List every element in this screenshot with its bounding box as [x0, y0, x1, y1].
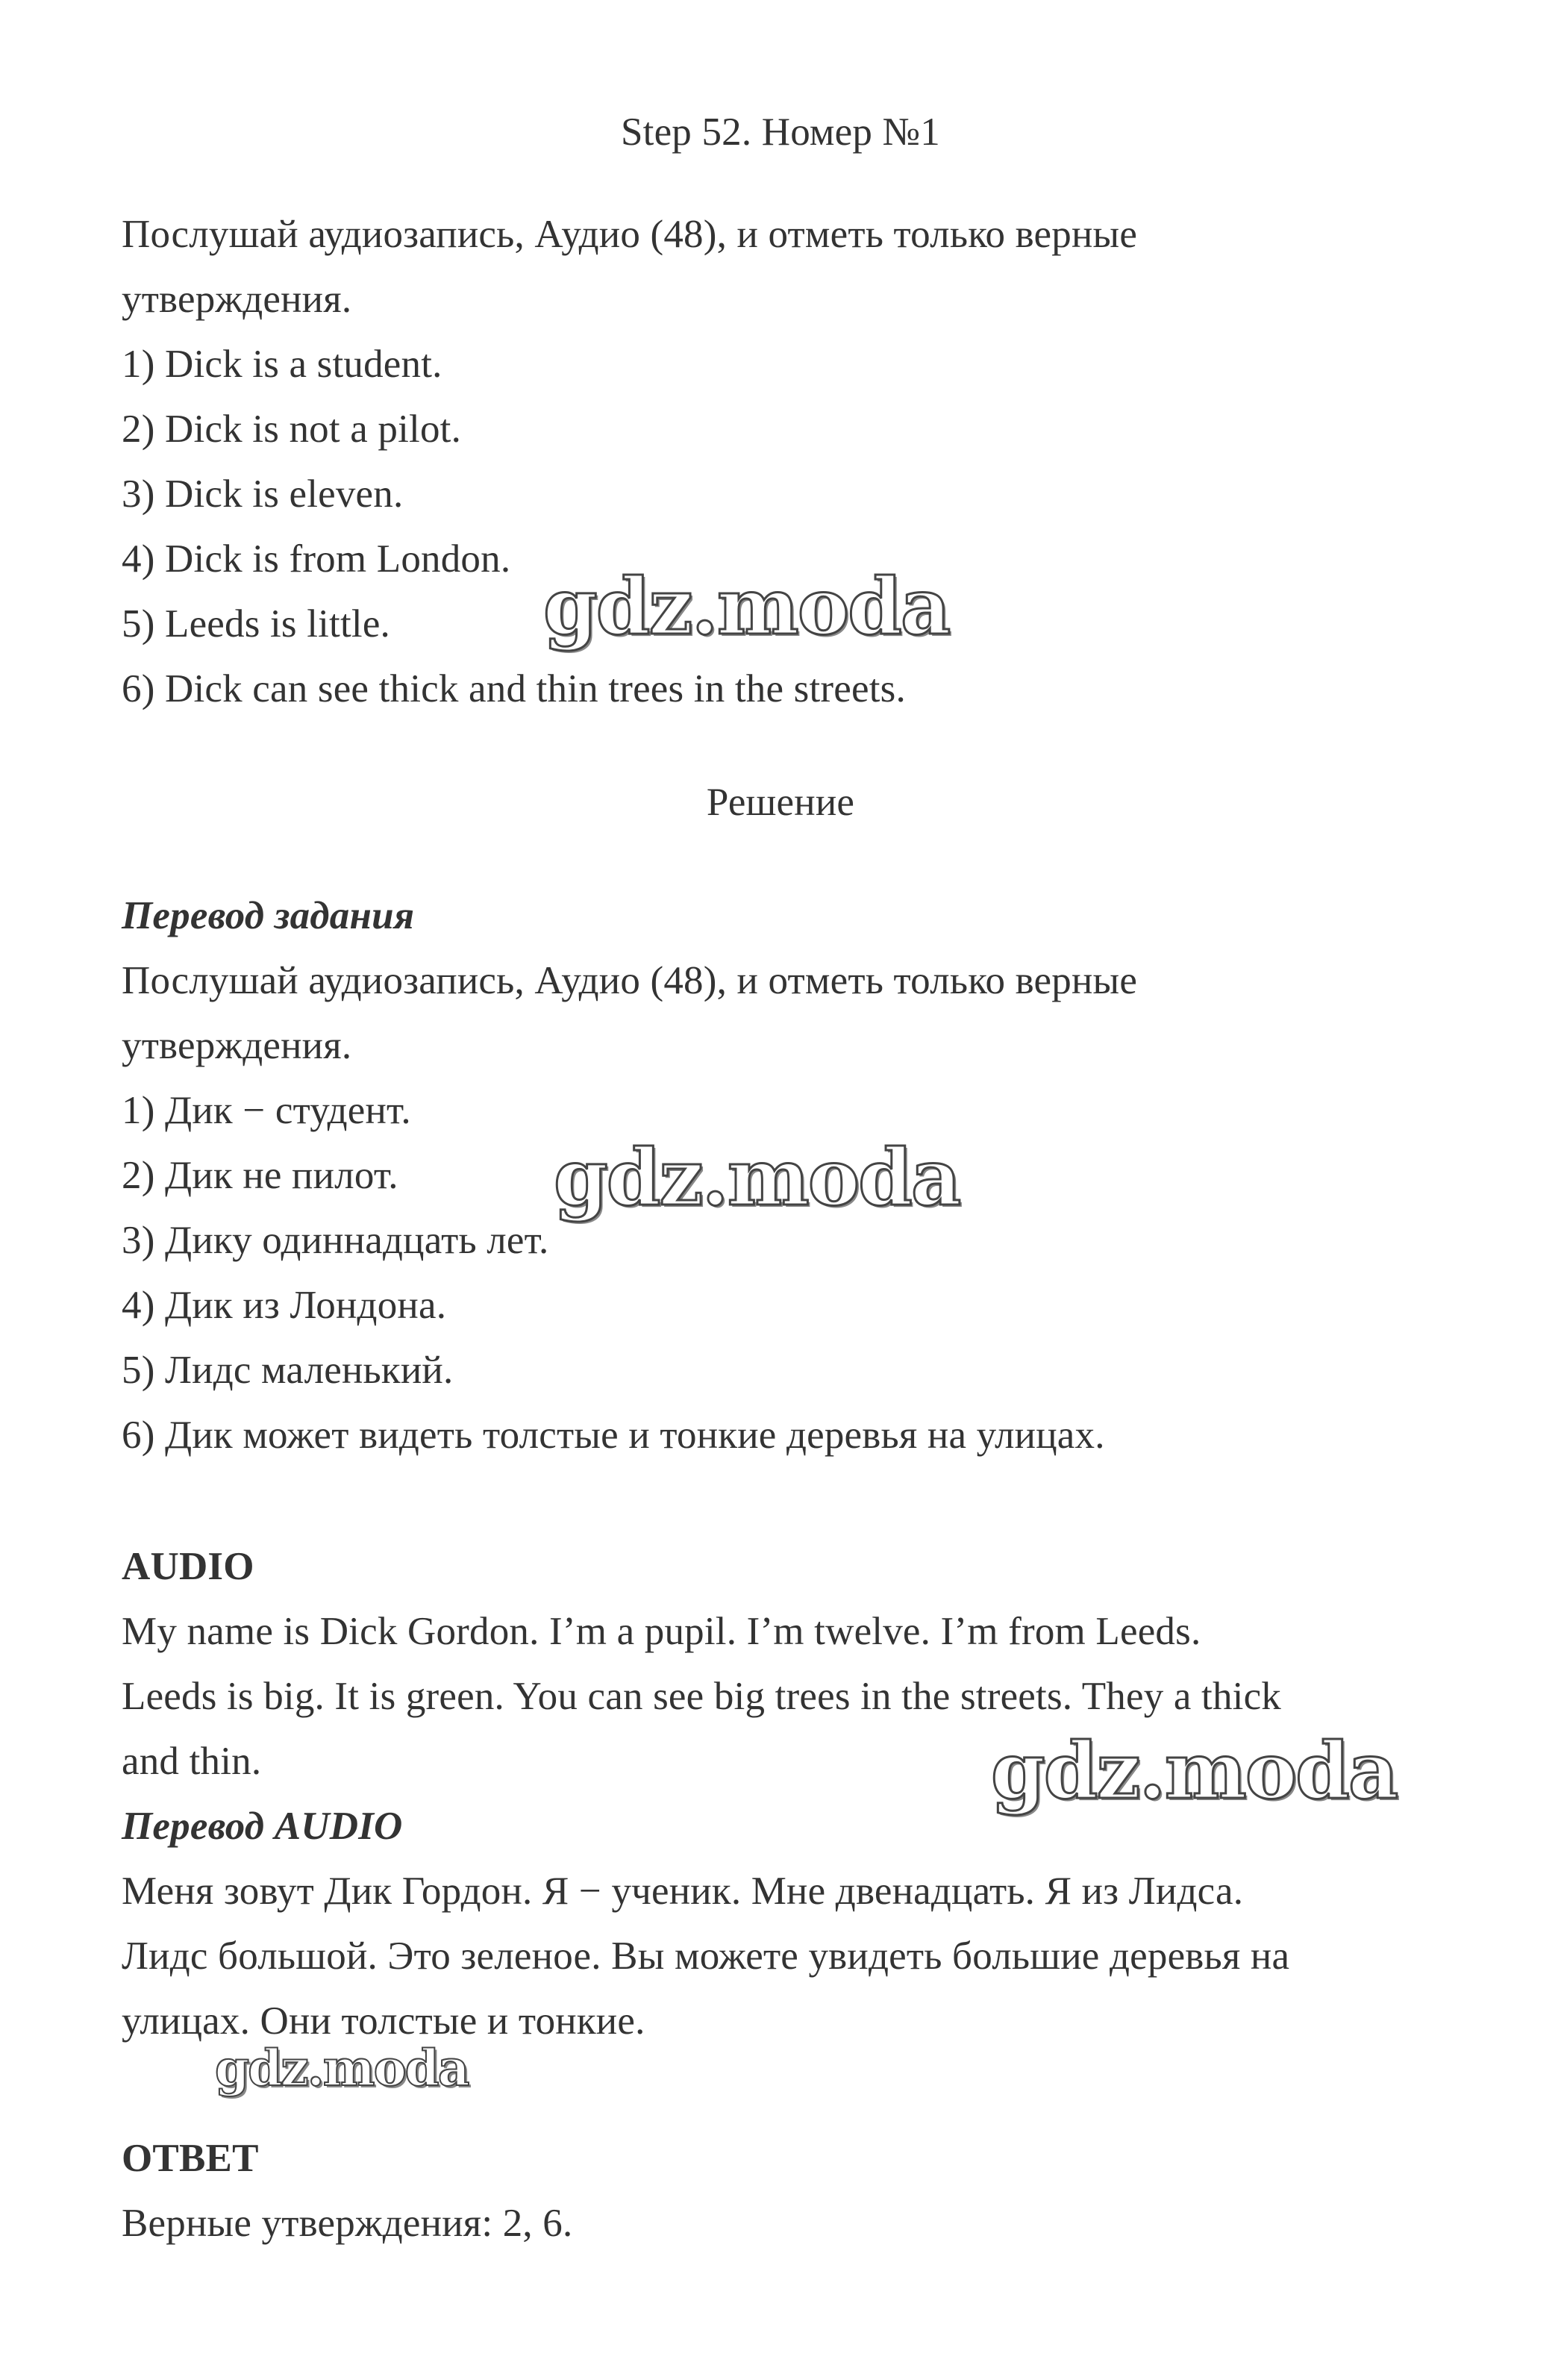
- task-item: 6) Dick can see thick and thin trees in the streets.: [122, 667, 906, 710]
- translation-item: 2) Дик не пилот.: [122, 1154, 398, 1197]
- audio-text-line: My name is Dick Gordon. I’m a pupil. I’m twelve. I’m from Leeds.: [122, 1610, 1201, 1653]
- solution-heading: Решение: [706, 781, 855, 824]
- translation-instruction-line1: Послушай аудиозапись, Аудио (48), и отметь только верные: [122, 959, 1138, 1002]
- translation-item: 6) Дик может видеть толстые и тонкие деревья на улицах.: [122, 1414, 1105, 1457]
- audio-text-line: Leeds is big. It is green. You can see big trees in the streets. They a thick: [122, 1675, 1282, 1718]
- task-item: 2) Dick is not a pilot.: [122, 407, 462, 451]
- task-item: 5) Leeds is little.: [122, 602, 390, 646]
- translation-item: 1) Дик − студент.: [122, 1089, 411, 1132]
- audio-translation-line: Лидс большой. Это зеленое. Вы можете увидеть большие деревья на: [122, 1934, 1290, 1978]
- task-instruction-line2: утверждения.: [122, 278, 352, 321]
- task-item: 4) Dick is from London.: [122, 537, 511, 581]
- watermark-logo: gdz.moda: [991, 1725, 1398, 1817]
- translation-item: 3) Дику одиннадцать лет.: [122, 1219, 549, 1262]
- audio-translation-line: улицах. Они толстые и тонкие.: [122, 1999, 645, 2043]
- task-item: 3) Dick is eleven.: [122, 472, 404, 516]
- translation-instruction-line2: утверждения.: [122, 1024, 352, 1067]
- translation-item: 4) Дик из Лондона.: [122, 1284, 447, 1327]
- task-item: 1) Dick is a student.: [122, 343, 442, 386]
- answer-text: Верные утверждения: 2, 6.: [122, 2202, 573, 2245]
- audio-text-line: and thin.: [122, 1740, 262, 1783]
- watermark-logo: gdz.moda: [215, 2039, 469, 2097]
- answer-heading: ОТВЕТ: [122, 2137, 259, 2180]
- task-instruction-line1: Послушай аудиозапись, Аудио (48), и отметь только верные: [122, 213, 1138, 256]
- audio-translation-heading: Перевод AUDIO: [122, 1805, 403, 1848]
- watermark-logo: gdz.moda: [543, 560, 950, 652]
- page-title: Step 52. Номер №1: [620, 110, 941, 154]
- watermark-logo: gdz.moda: [554, 1131, 960, 1223]
- translation-heading: Перевод задания: [122, 894, 415, 937]
- audio-heading: AUDIO: [122, 1545, 254, 1588]
- audio-translation-line: Меня зовут Дик Гордон. Я − ученик. Мне двенадцать. Я из Лидса.: [122, 1870, 1244, 1913]
- translation-item: 5) Лидс маленький.: [122, 1349, 454, 1392]
